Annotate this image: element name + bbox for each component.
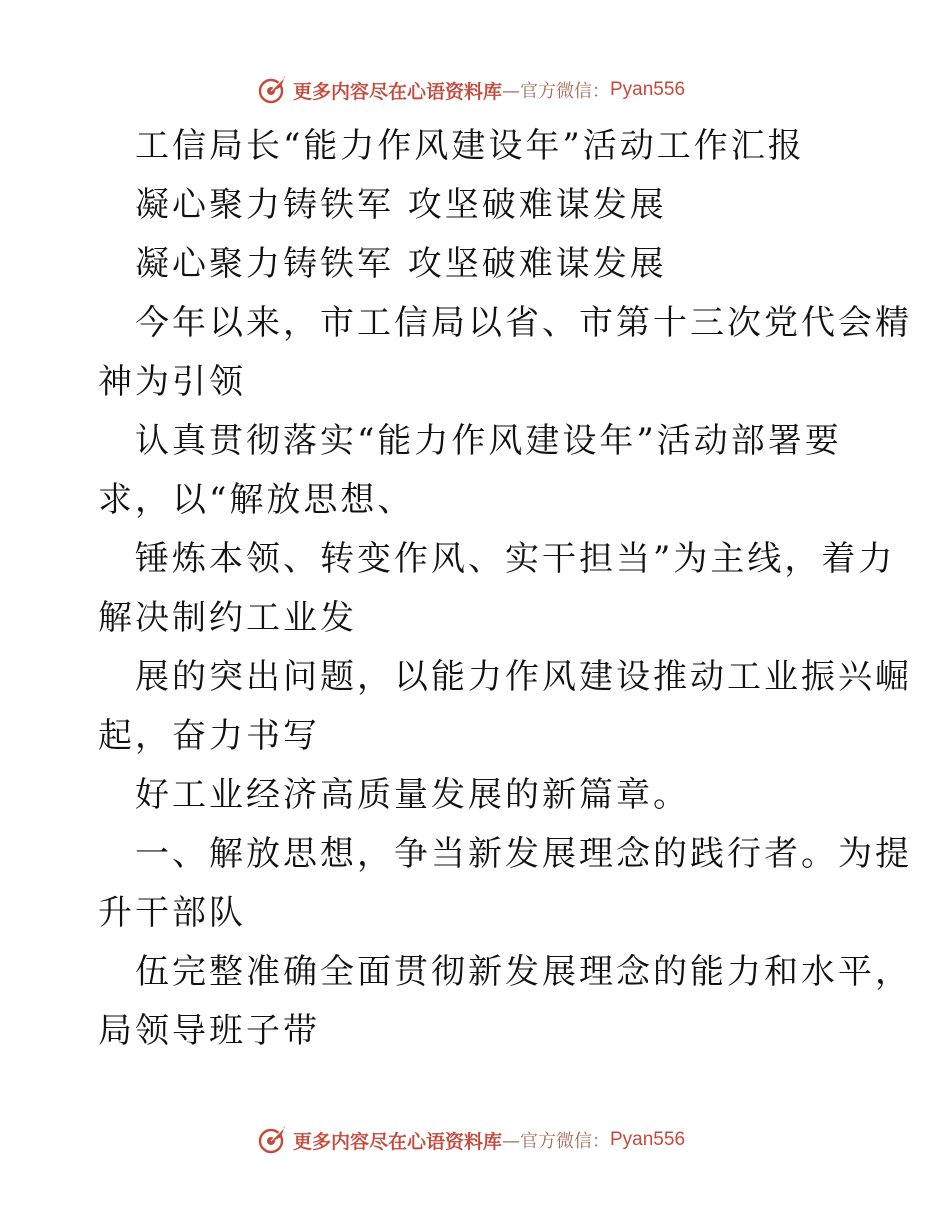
doc-paragraph-line: 展的突出问题，以能力作风建设推动工业振兴崛 — [135, 657, 912, 697]
doc-paragraph-line: 好工业经济高质量发展的新篇章。 — [135, 775, 690, 815]
doc-paragraph-line: 今年以来，市工信局以省、市第十三次党代会精 — [135, 303, 912, 343]
banner-official-text: —官方微信： — [502, 81, 610, 102]
banner-official-text: —官方微信： — [502, 1131, 610, 1152]
doc-paragraph-line: 认真贯彻落实“能力作风建设年”活动部署要 — [135, 421, 842, 461]
footer-watermark-banner — [0, 1120, 950, 1160]
doc-section-heading-line: 一、解放思想，争当新发展理念的践行者。为提 — [135, 834, 912, 874]
doc-paragraph-line: 求，以“解放思想、 — [98, 480, 415, 520]
doc-paragraph-line: 伍完整准确全面贯彻新发展理念的能力和水平， — [135, 952, 912, 992]
document-body — [98, 117, 912, 1061]
doc-subtitle: 凝心聚力铸铁军 攻坚破难谋发展 — [135, 185, 667, 225]
banner-brand-text: 更多内容尽在心语资料库 — [292, 1130, 502, 1153]
banner-wechat-id: Pyan556 — [610, 1129, 686, 1150]
doc-paragraph-line: 局领导班子带 — [98, 1011, 320, 1051]
quill-logo-icon — [255, 1123, 289, 1157]
doc-paragraph-line: 升干部队 — [98, 893, 246, 933]
doc-paragraph-line: 起，奋力书写 — [98, 716, 320, 756]
doc-paragraph-line: 解决制约工业发 — [98, 598, 357, 638]
banner-brand-text: 更多内容尽在心语资料库 — [292, 80, 502, 103]
quill-logo-icon — [255, 73, 289, 107]
banner-wechat-id: Pyan556 — [610, 79, 686, 100]
doc-title: 工信局长“能力作风建设年”活动工作汇报 — [135, 126, 805, 166]
doc-paragraph-line: 神为引领 — [98, 362, 246, 402]
doc-subtitle-repeat: 凝心聚力铸铁军 攻坚破难谋发展 — [135, 244, 667, 284]
header-watermark-banner — [0, 70, 950, 110]
doc-paragraph-line: 锤炼本领、转变作风、实干担当”为主线，着力 — [135, 539, 896, 579]
